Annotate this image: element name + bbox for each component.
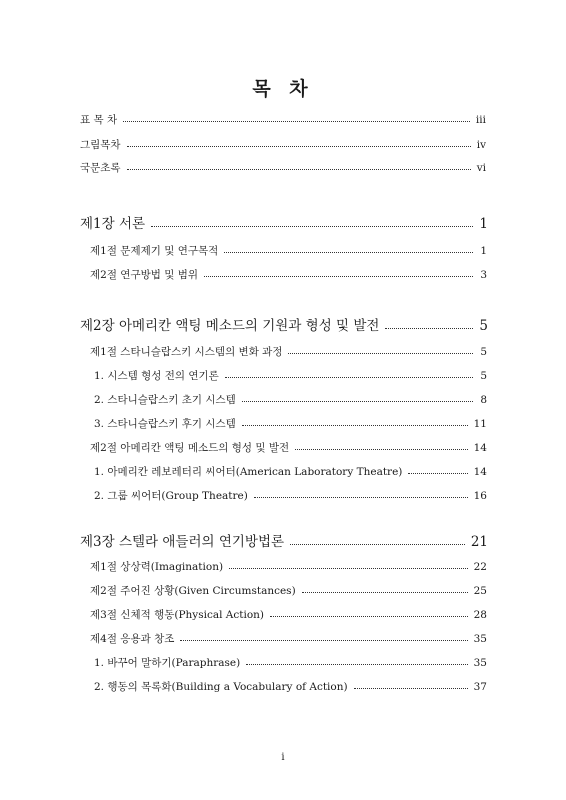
toc-section-page: 3 — [480, 269, 487, 281]
toc-chapter-page: 21 — [470, 534, 488, 550]
toc-subsection-label: 2. 행동의 목록화(Building a Vocabulary of Action) — [94, 681, 348, 693]
toc-section-label: 제2절 아메리칸 액팅 메소드의 형성 및 발전 — [90, 442, 290, 454]
leader-dots — [242, 419, 468, 426]
toc-subsection[interactable] — [94, 655, 487, 670]
toc-section[interactable] — [90, 559, 487, 574]
toc-subsection-label: 1. 바꾸어 말하기(Paraphrase) — [94, 657, 241, 669]
toc-subsection-page: 8 — [480, 394, 487, 406]
toc-section-page: 5 — [480, 346, 487, 358]
leader-dots — [180, 634, 467, 641]
toc-subsection[interactable] — [94, 392, 487, 407]
toc-entry-list-of-tables[interactable] — [80, 112, 486, 127]
toc-section-label: 제1절 상상력(Imagination) — [90, 561, 224, 573]
toc-section-page: 1 — [480, 245, 487, 257]
toc-subsection[interactable] — [94, 679, 487, 694]
leader-dots — [295, 443, 467, 450]
toc-section-page: 25 — [473, 585, 487, 597]
leader-dots — [408, 467, 467, 474]
leader-dots — [302, 586, 468, 593]
leader-dots — [254, 491, 468, 498]
toc-subsection-page: 14 — [473, 466, 487, 478]
toc-chapter-label: 제2장 아메리칸 액팅 메소드의 기원과 형성 및 발전 — [80, 318, 380, 334]
toc-subsection-label: 1. 시스템 형성 전의 연기론 — [94, 370, 219, 382]
toc-subsection-page: 35 — [473, 657, 487, 669]
leader-dots — [229, 562, 468, 569]
toc-chapter-3[interactable] — [80, 530, 488, 550]
toc-subsection[interactable] — [94, 464, 487, 479]
toc-section[interactable] — [90, 607, 487, 622]
toc-subsection-label: 2. 스타니슬랍스키 초기 시스템 — [94, 394, 236, 406]
toc-entry-label: 그림목차 — [80, 139, 121, 151]
leader-dots — [224, 246, 473, 253]
leader-dots — [204, 270, 473, 277]
toc-section[interactable] — [90, 631, 487, 646]
toc-subsection[interactable] — [94, 488, 487, 503]
toc-section-label: 제4절 응용과 창조 — [90, 633, 175, 645]
leader-dots — [123, 115, 470, 122]
leader-dots — [242, 395, 473, 402]
toc-section[interactable] — [90, 243, 487, 258]
toc-section-label: 제2절 주어진 상황(Given Circumstances) — [90, 585, 296, 597]
leader-dots — [290, 536, 465, 544]
toc-entry-label: 표 목 차 — [80, 114, 118, 126]
toc-section-label: 제1절 스타니슬랍스키 시스템의 변화 과정 — [90, 346, 283, 358]
toc-section-label: 제2절 연구방법 및 범위 — [90, 269, 198, 281]
leader-dots — [288, 347, 473, 354]
leader-dots — [127, 163, 471, 170]
toc-entry-page: ⅵ — [476, 162, 486, 174]
leader-dots — [127, 140, 471, 147]
toc-subsection-page: 16 — [473, 490, 487, 502]
toc-section[interactable] — [90, 344, 487, 359]
leader-dots — [246, 658, 467, 665]
leader-dots — [151, 218, 473, 226]
toc-subsection[interactable] — [94, 368, 487, 383]
toc-section-label: 제1절 문제제기 및 연구목적 — [90, 245, 219, 257]
page-title: 목 차 — [252, 78, 314, 100]
toc-entry-label: 국문초록 — [80, 162, 121, 174]
toc-chapter-page: 5 — [479, 318, 488, 334]
toc-chapter-label: 제3장 스텔라 애들러의 연기방법론 — [80, 534, 285, 550]
toc-subsection[interactable] — [94, 416, 487, 431]
toc-section-page: 22 — [473, 561, 487, 573]
leader-dots — [385, 320, 473, 328]
toc-subsection-label: 3. 스타니슬랍스키 후기 시스템 — [94, 418, 236, 430]
page-number-footer: i — [281, 752, 285, 763]
toc-subsection-label: 1. 아메리칸 레보레터리 씨어터(American Laboratory Theatre) — [94, 466, 403, 478]
toc-chapter-label: 제1장 서론 — [80, 216, 146, 232]
toc-chapter-2[interactable] — [80, 314, 488, 334]
leader-dots — [270, 610, 468, 617]
toc-section-label: 제3절 신체적 행동(Physical Action) — [90, 609, 265, 621]
toc-section[interactable] — [90, 267, 487, 282]
toc-entry-page: ⅳ — [476, 139, 486, 151]
toc-section-page: 35 — [473, 633, 487, 645]
toc-chapter-1[interactable] — [80, 212, 488, 232]
leader-dots — [225, 371, 473, 378]
toc-subsection-page: 5 — [480, 370, 487, 382]
toc-section[interactable] — [90, 583, 487, 598]
toc-section-page: 28 — [473, 609, 487, 621]
toc-entry-abstract[interactable] — [80, 160, 486, 175]
toc-section[interactable] — [90, 440, 487, 455]
leader-dots — [354, 682, 468, 689]
toc-chapter-page: 1 — [479, 216, 488, 232]
toc-subsection-page: 37 — [473, 681, 487, 693]
toc-section-page: 14 — [473, 442, 487, 454]
toc-subsection-page: 11 — [473, 418, 487, 430]
toc-entry-page: ⅲ — [475, 114, 486, 126]
toc-entry-list-of-figures[interactable] — [80, 137, 486, 152]
toc-subsection-label: 2. 그룹 씨어터(Group Theatre) — [94, 490, 248, 502]
